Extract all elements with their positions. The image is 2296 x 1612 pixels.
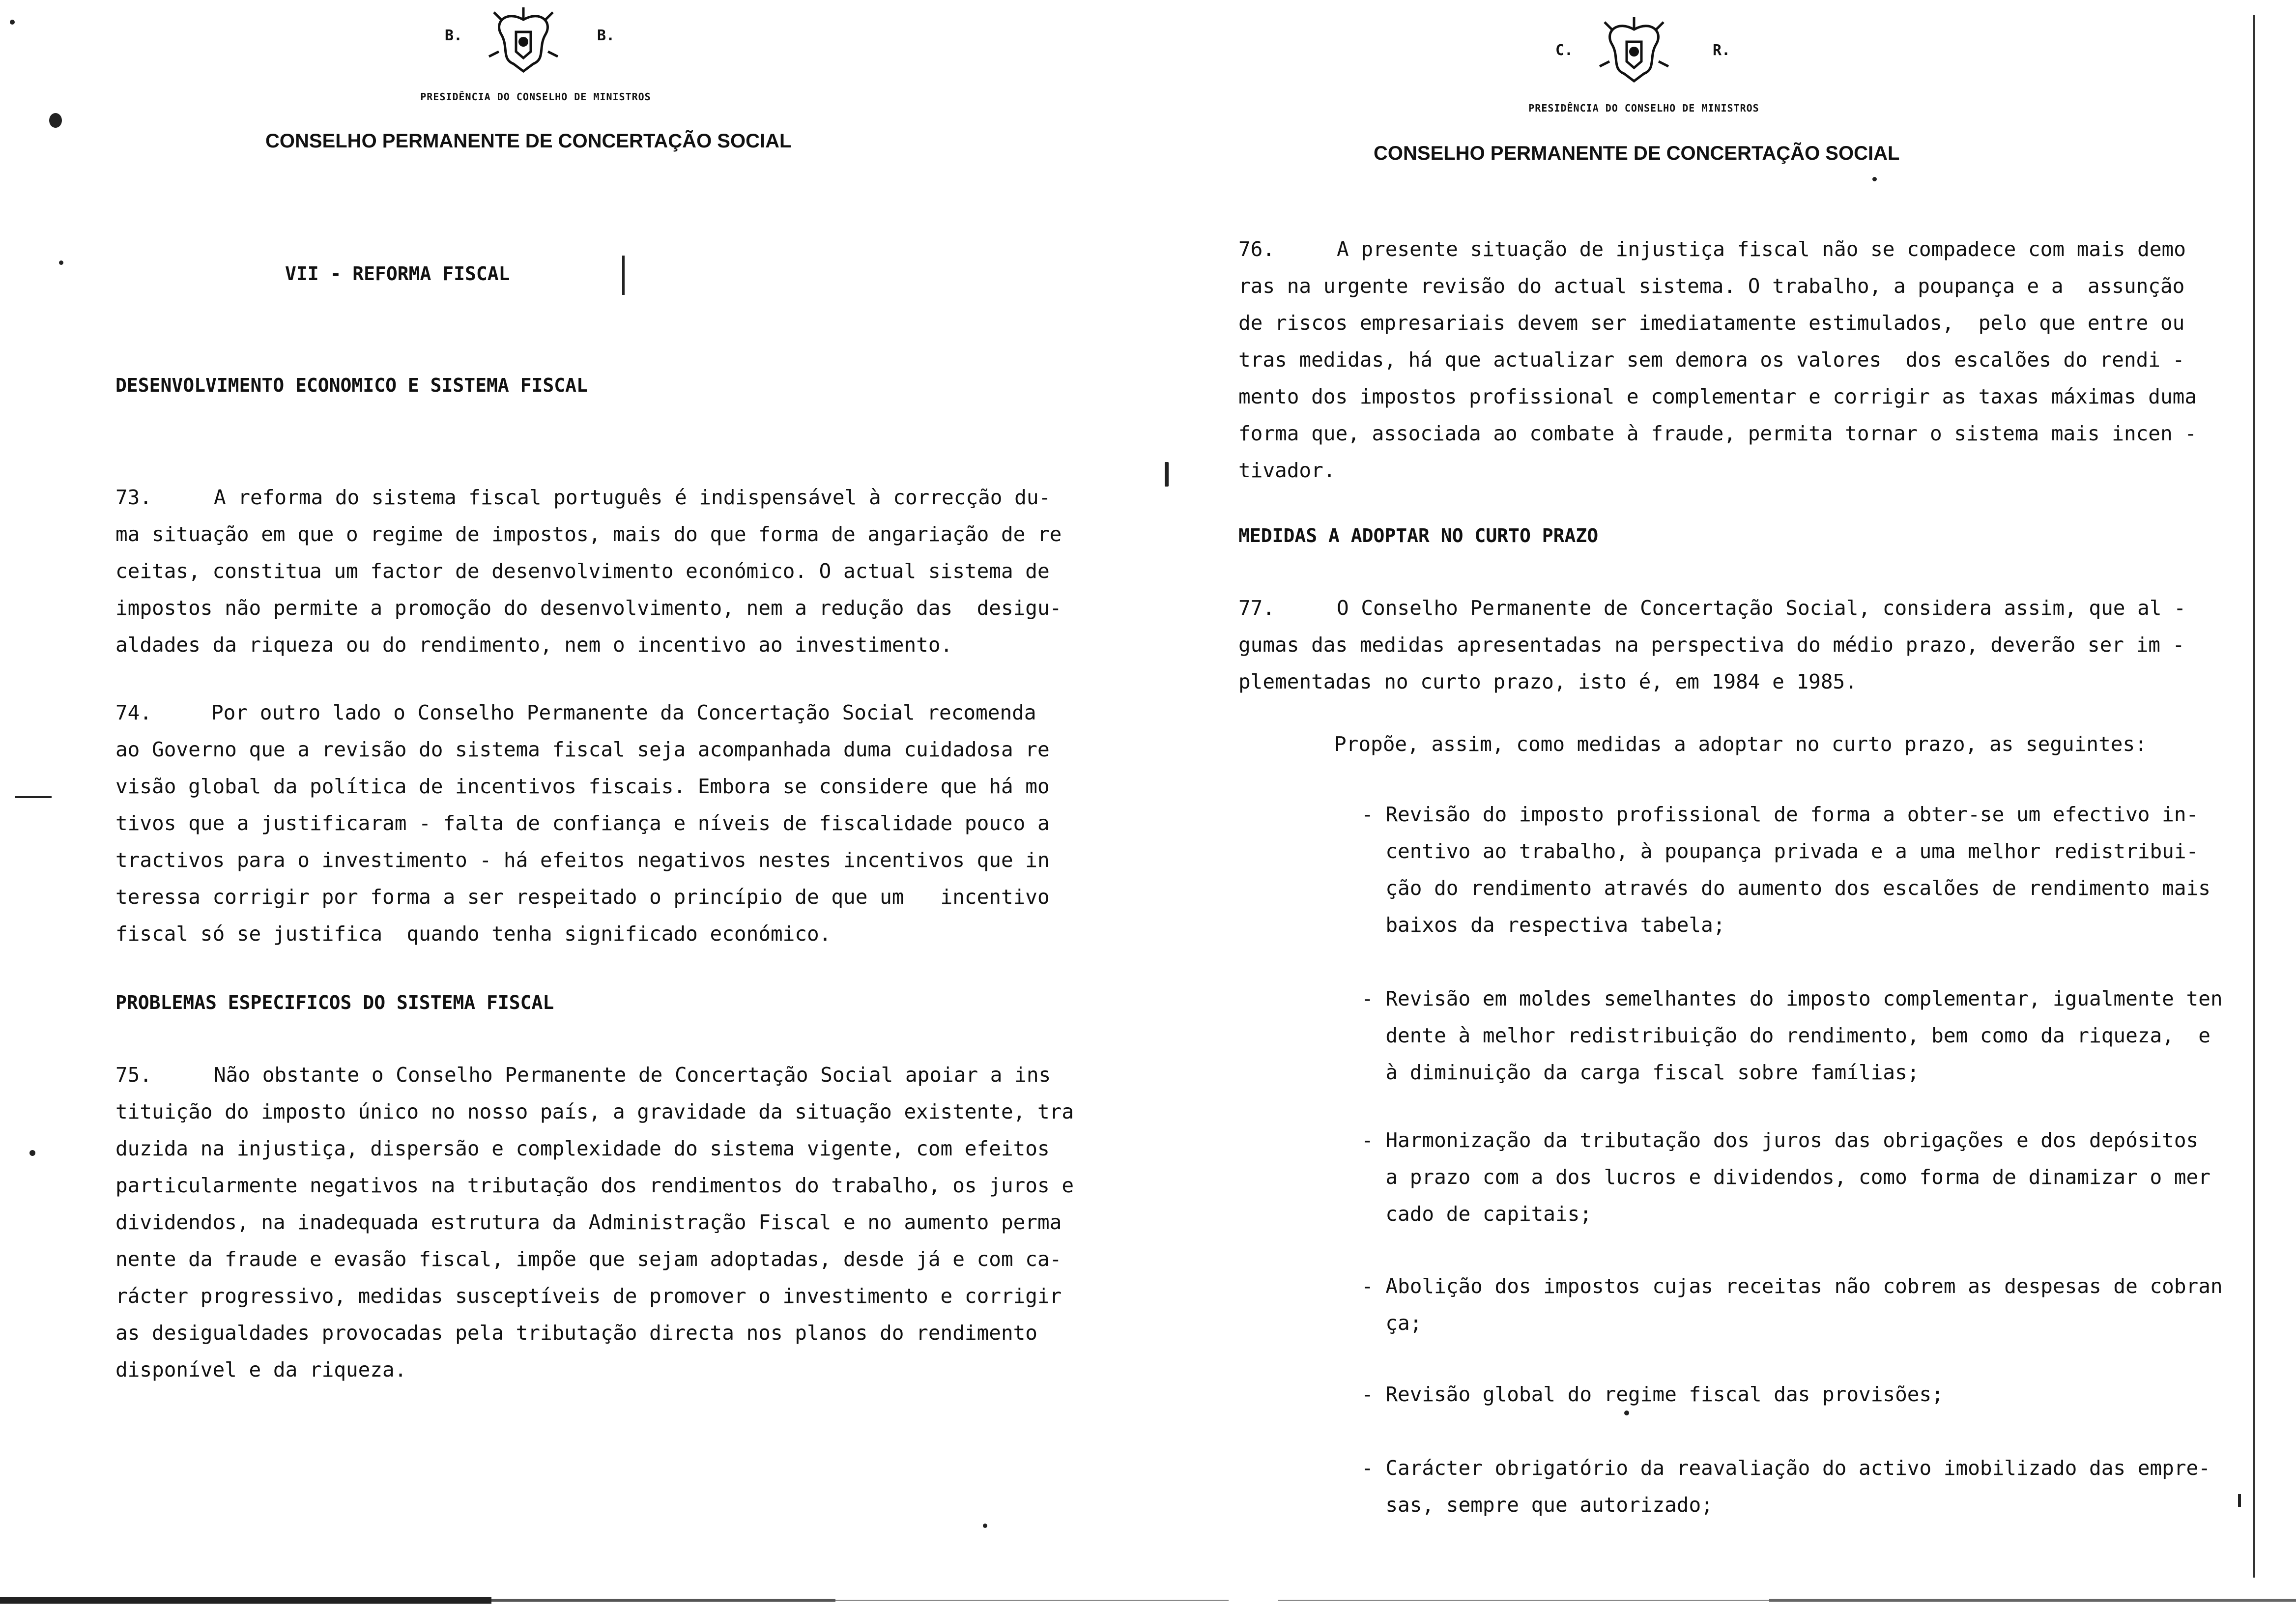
text-line: ma situação em que o regime de impostos, mais do que forma de angariação de re (115, 522, 1062, 546)
text-line: - Revisão global do regime fiscal das provisões; (1361, 1382, 1944, 1406)
coat-of-arms-icon (1597, 15, 1671, 88)
scan-speck (59, 260, 63, 265)
text-line: - Revisão do imposto profissional de forma a obter-se um efectivo in- (1361, 803, 2199, 826)
text-line: Por outro lado o Conselho Permanente da Concertação Social recomenda (211, 701, 1036, 724)
text-line: tivos que a justificaram - falta de confiança e níveis de fiscalidade pouco a (115, 811, 1050, 835)
text-line: forma que, associada ao combate à fraude, permita tornar o sistema mais incen - (1238, 422, 2197, 445)
text-line: nente da fraude e evasão fiscal, impõe que sejam adoptadas, desde já e com ca- (115, 1247, 1062, 1271)
text-line: disponível e da riqueza. (115, 1358, 407, 1382)
scan-speck (1872, 177, 1877, 181)
paragraph-text (1238, 590, 2186, 700)
scan-speck (2238, 1494, 2241, 1507)
text-line: tractivos para o investimento - há efeitos negativos nestes incentivos que in (115, 848, 1050, 872)
list-item (1361, 1450, 2210, 1524)
scan-speck (49, 113, 62, 128)
text-line: mento dos impostos profissional e complementar e corrigir as taxas máximas duma (1238, 385, 2197, 408)
text-line: ao Governo que a revisão do sistema fiscal seja acompanhada duma cuidadosa re (115, 738, 1050, 761)
paragraph-number: 77. (1238, 596, 1275, 620)
subsection-heading-problems: PROBLEMAS ESPECIFICOS DO SISTEMA FISCAL (115, 992, 554, 1013)
presidencia-label: PRESIDÊNCIA DO CONSELHO DE MINISTROS (420, 91, 651, 103)
subsection-heading-development: DESENVOLVIMENTO ECONOMICO E SISTEMA FISCAL (115, 374, 588, 396)
text-line: rácter progressivo, medidas susceptíveis de promover o investimento e corrigir (115, 1284, 1062, 1308)
page-edge-line (2253, 15, 2255, 1578)
text-line: - Harmonização da tributação dos juros das obrigações e dos depósitos (1361, 1128, 2199, 1152)
paragraph-number: 75. (115, 1063, 152, 1087)
header-letter-right: B. (597, 27, 615, 44)
list-item (1361, 1122, 2210, 1233)
text-line: - Abolição dos impostos cujas receitas não cobrem as despesas de cobran (1361, 1274, 2223, 1298)
text-line: ção do rendimento através do aumento dos escalões de rendimento mais (1361, 876, 2210, 900)
text-line: aldades da riqueza ou do rendimento, nem o incentivo ao investimento. (115, 633, 953, 657)
scan-speck (29, 1150, 35, 1156)
text-line: visão global da política de incentivos fiscais. Embora se considere que há mo (115, 775, 1050, 798)
list-item (1361, 1376, 1944, 1413)
text-line: - Revisão em moldes semelhantes do imposto complementar, igualmente ten (1361, 987, 2223, 1010)
text-line: ça; (1361, 1311, 1422, 1335)
left-page (0, 0, 1140, 1612)
text-line: tituição do imposto único no nosso país, a gravidade da situação existente, tra (115, 1100, 1074, 1123)
text-line: sas, sempre que autorizado; (1361, 1493, 1713, 1517)
scan-speck (1165, 462, 1169, 487)
text-line: dente à melhor redistribuição do rendimento, bem como da riqueza, e (1361, 1024, 2210, 1047)
text-line: as desigualdades provocadas pela tributação directa nos planos do rendimento (115, 1321, 1037, 1345)
header-letter-right: R. (1713, 42, 1731, 59)
list-item (1361, 980, 2223, 1091)
text-line: particularmente negativos na tributação dos rendimentos do trabalho, os juros e (115, 1174, 1074, 1197)
scan-speck (10, 20, 15, 25)
section-title: VII - REFORMA FISCAL (285, 263, 510, 285)
text-line: fiscal só se justifica quando tenha significado económico. (115, 922, 832, 946)
text-line: gumas das medidas apresentadas na perspectiva do médio prazo, deverão ser im - (1238, 633, 2185, 657)
header-title: CONSELHO PERMANENTE DE CONCERTAÇÃO SOCIAL (1374, 143, 1900, 164)
subsection-heading-short-term: MEDIDAS A ADOPTAR NO CURTO PRAZO (1238, 525, 1599, 547)
text-line: A reforma do sistema fiscal português é indispensável à correcção du- (214, 486, 1051, 509)
paragraph-text (115, 694, 1050, 952)
text-line: O Conselho Permanente de Concertação Social, considera assim, que al - (1337, 596, 2186, 620)
presidencia-label: PRESIDÊNCIA DO CONSELHO DE MINISTROS (1528, 102, 1759, 114)
text-line: ceitas, constitua um factor de desenvolvimento económico. O actual sistema de (115, 559, 1050, 583)
text-line: A presente situação de injustiça fiscal não se compadece com mais demo (1337, 237, 2186, 261)
paragraph-text (115, 1057, 1074, 1388)
text-line: centivo ao trabalho, à poupança privada e a uma melhor redistribui- (1361, 839, 2199, 863)
text-line: tivador. (1238, 459, 1336, 482)
text-line: ras na urgente revisão do actual sistema. O trabalho, a poupança e a assunção (1238, 274, 2185, 298)
paragraph-text (115, 479, 1062, 663)
list-item (1361, 1268, 2223, 1342)
paragraph-number: 76. (1238, 237, 1275, 261)
text-line: plementadas no curto prazo, isto é, em 1984 e 1985. (1238, 670, 1857, 693)
text-line: baixos da respectiva tabela; (1361, 913, 1725, 937)
text-line: teressa corrigir por forma a ser respeitado o princípio de que um incentivo (115, 885, 1050, 909)
paragraph-number: 73. (115, 486, 152, 509)
coat-of-arms-icon (487, 5, 560, 79)
proposal-intro: Propõe, assim, como medidas a adoptar no curto prazo, as seguintes: (1334, 732, 2147, 756)
margin-mark (15, 796, 52, 798)
header-title: CONSELHO PERMANENTE DE CONCERTAÇÃO SOCIAL (265, 130, 792, 152)
text-line: tras medidas, há que actualizar sem demora os valores dos escalões do rendi - (1238, 348, 2185, 372)
header-letter-left: B. (445, 27, 463, 44)
text-line: duzida na injustiça, dispersão e complexidade do sistema vigente, com efeitos (115, 1137, 1050, 1160)
text-line: dividendos, na inadequada estrutura da Administração Fiscal e no aumento perma (115, 1210, 1062, 1234)
header-letter-left: C. (1555, 42, 1574, 59)
scan-speck (983, 1524, 987, 1528)
paragraph-number: 74. (115, 701, 152, 724)
paragraph-text (1238, 231, 2197, 489)
scan-speck (1624, 1410, 1629, 1415)
list-item (1361, 796, 2210, 944)
text-line: de riscos empresariais devem ser imediatamente estimulados, pelo que entre ou (1238, 311, 2185, 335)
margin-mark (622, 256, 625, 295)
text-line: Não obstante o Conselho Permanente de Concertação Social apoiar a ins (214, 1063, 1051, 1087)
text-line: impostos não permite a promoção do desenvolvimento, nem a redução das desigu- (115, 596, 1062, 620)
right-page (1145, 0, 2296, 1612)
scan-edge-artifact (0, 1595, 2296, 1606)
text-line: cado de capitais; (1361, 1202, 1592, 1226)
text-line: a prazo com a dos lucros e dividendos, como forma de dinamizar o mer (1361, 1165, 2210, 1189)
text-line: à diminuição da carga fiscal sobre famílias; (1361, 1061, 1920, 1084)
text-line: - Carácter obrigatório da reavaliação do activo imobilizado das empre- (1361, 1456, 2210, 1480)
